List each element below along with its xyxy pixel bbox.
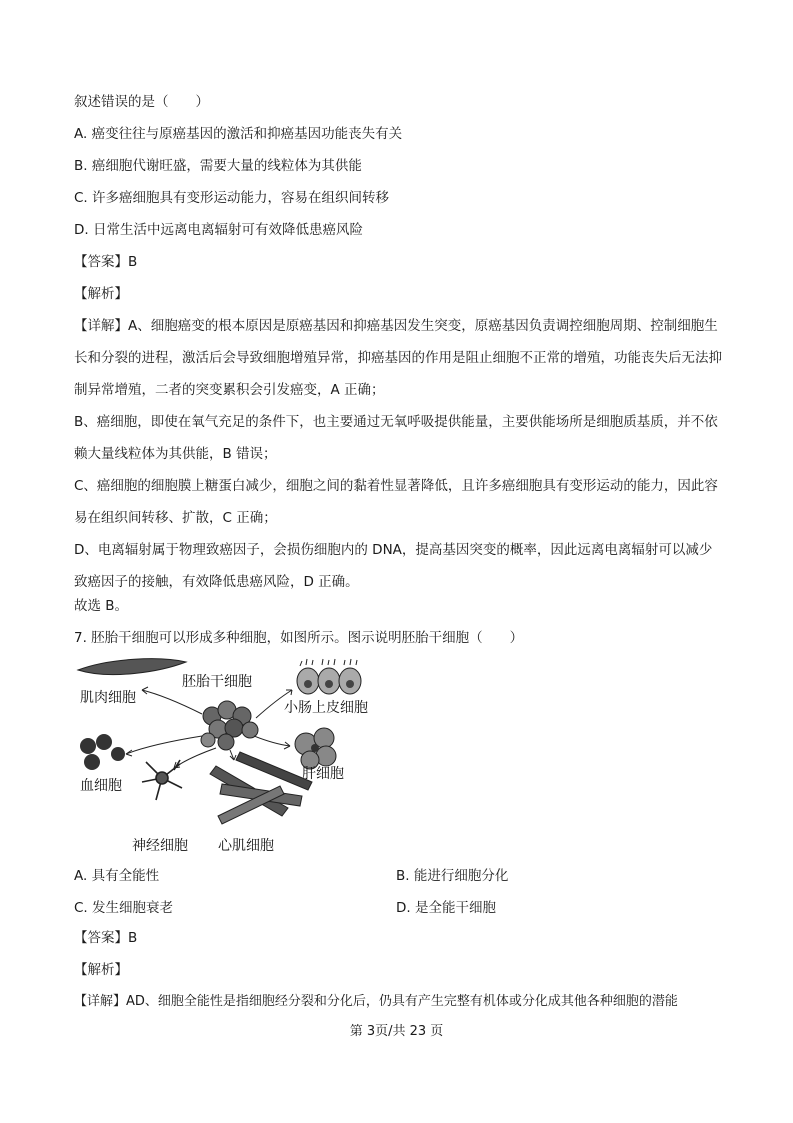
q6-option-c: C. 许多癌细胞具有变形运动能力，容易在组织间转移 <box>74 190 390 206</box>
q7-option-d: D. 是全能干细胞 <box>396 900 496 916</box>
embryonic-stem-cell-cluster <box>201 701 258 750</box>
q7-option-b: B. 能进行细胞分化 <box>396 868 509 884</box>
intestine-cell-illustration <box>297 659 361 694</box>
q7-option-c: C. 发生细胞衰老 <box>74 900 174 916</box>
page-footer: 第 3页/共 23 页 <box>349 1024 444 1039</box>
liver-cell-illustration <box>295 728 336 769</box>
q6-detail-c: C、癌细胞的细胞膜上糖蛋白减少，细胞之间的黏着性显著降低，且许多癌细胞具有变形运动的能力，因此容易在组织间转移、扩散，C 正确； <box>74 478 718 526</box>
label-nerve: 神经细胞 <box>132 838 188 854</box>
q7-detail-start: 【详解】AD、细胞全能性是指细胞经分裂和分化后，仍具有产生完整有机体或分化成其他各种细胞的潜能 <box>74 994 678 1009</box>
q6-analysis-label: 【解析】 <box>74 286 128 302</box>
q6-option-b: B. 癌细胞代谢旺盛，需要大量的线粒体为其供能 <box>74 158 362 174</box>
label-intestine: 小肠上皮细胞 <box>284 700 368 716</box>
q6-option-d: D. 日常生活中远离电离辐射可有效降低患癌风险 <box>74 222 363 238</box>
stem-cell-figure <box>70 656 390 861</box>
q6-detail-b: B、癌细胞，即使在氧气充足的条件下，也主要通过无氧呼吸提供能量，主要供能场所是细胞质基质，并不依赖大量线粒体为其供能，B 错误； <box>74 414 718 462</box>
label-center: 胚胎干细胞 <box>182 674 252 690</box>
q6-stem-end: 叙述错误的是（ ） <box>74 94 209 110</box>
q6-detail-a: 【详解】A、细胞癌变的根本原因是原癌基因和抑癌基因发生突变，原癌基因负责调控细胞周期、控制细胞生长和分裂的进程，激活后会导致细胞增殖异常，抑癌基因的作用是阻止细胞不正常的增殖，功能丧失后无法抑制异常增殖，二者的突变累积会引发癌变，A 正确； <box>74 318 722 398</box>
q7-answer: 【答案】B <box>74 930 138 946</box>
label-blood: 血细胞 <box>80 778 122 794</box>
q6-answer: 【答案】B <box>74 254 138 270</box>
label-heart: 心肌细胞 <box>218 838 274 854</box>
q7-analysis-label: 【解析】 <box>74 962 128 978</box>
label-liver: 肝细胞 <box>302 766 344 782</box>
label-muscle: 肌肉细胞 <box>80 690 136 706</box>
q6-option-a: A. 癌变往往与原癌基因的激活和抑癌基因功能丧失有关 <box>74 126 403 142</box>
muscle-cell-illustration <box>78 659 186 675</box>
heart-cell-illustration <box>210 752 312 824</box>
q6-conclusion: 故选 B。 <box>74 598 129 614</box>
q7-stem: 7. 胚胎干细胞可以形成多种细胞，如图所示。图示说明胚胎干细胞（ ） <box>74 630 524 646</box>
blood-cell-illustration <box>80 734 125 770</box>
nerve-cell-illustration <box>142 760 182 800</box>
q7-option-a: A. 具有全能性 <box>74 868 160 884</box>
q6-detail-d: D、电离辐射属于物理致癌因子，会损伤细胞内的 DNA，提高基因突变的概率，因此远离电离辐射可以减少致癌因子的接触，有效降低患癌风险，D 正确。 <box>74 542 713 590</box>
